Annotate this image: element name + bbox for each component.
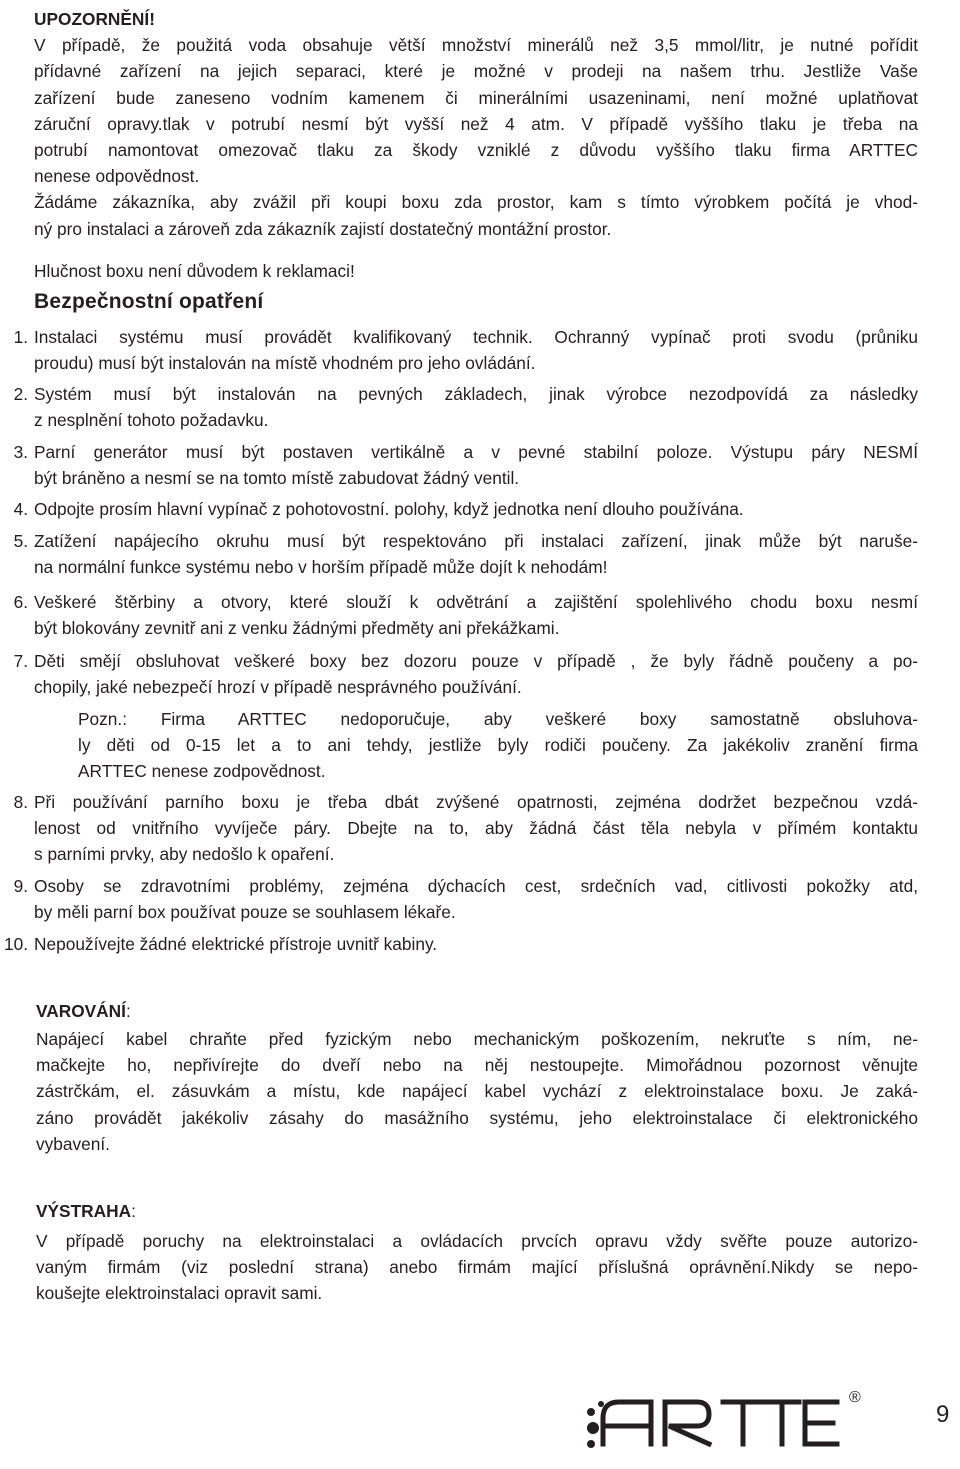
list-item-line: lenost od vnitřního vyvíječe páry. Dbejte na to, aby žádná část těla nebyla v přímém kontaktu [34, 818, 918, 839]
list-number: 1. [13, 327, 28, 347]
list-item [34, 324, 918, 376]
section-title: Bezpečnostní opatření [34, 290, 264, 313]
list-number: 6. [13, 592, 28, 612]
list-item-line: z nesplnění tohoto požadavku. [34, 410, 269, 431]
list-number: 7. [13, 651, 28, 671]
warning-line: mačkejte ho, nepřivírejte do dveří nebo na něj nestoupejte. Mimořádnou pozornost věnujte [36, 1055, 918, 1076]
list-item [34, 873, 918, 925]
list-item-line: Zatížení napájecího okruhu musí být respektováno při instalaci zařízení, jinak může být naruše- [34, 531, 918, 551]
intro-block [34, 6, 918, 242]
caution-line: koušejte elektroinstalaci opravit sami. [36, 1283, 323, 1304]
list-number: 10. [3, 934, 28, 954]
intro-line: záruční opravy.tlak v potrubí nesmí být vyšší než 4 atm. V případě vyššího tlaku je třeba na [34, 113, 918, 134]
list-item-line: Nepoužívejte žádné elektrické přístroje uvnitř kabiny. [34, 934, 438, 954]
list-item-line: Při používání parního boxu je třeba dbát zvýšené opatrnosti, zejména dodržet bezpečnou vzdá- [34, 792, 918, 812]
note-line: Pozn.: Firma ARTTEC nedoporučuje, aby veškeré boxy samostatně obsluhova- [78, 709, 918, 729]
noise-note [34, 258, 355, 284]
page-number: 9 [936, 1401, 950, 1428]
intro-line: zařízení bude zaneseno vodním kamenem či minerálními usazeninami, není možné uplatňovat [34, 87, 918, 108]
registered-mark: ® [849, 1389, 861, 1406]
list-item-line: na normální funkce systému nebo v horším případě může dojít k nehodám! [34, 557, 608, 578]
caution-label-text: VÝSTRAHA [36, 1201, 132, 1221]
caution-label [36, 1198, 136, 1224]
list-item [34, 528, 918, 580]
warning-line: vybavení. [36, 1133, 110, 1154]
list-number: 4. [13, 499, 28, 519]
note-line: ARTTEC nenese zodpovědnost. [78, 761, 326, 782]
list-item [34, 789, 918, 868]
list-number: 9. [13, 876, 28, 896]
caution-block [36, 1228, 918, 1307]
list-item-line: být bráněno a nesmí se na tomto místě zabudovat žádný ventil. [34, 468, 520, 489]
list-item [34, 381, 918, 433]
list-item-line: Osoby se zdravotními problémy, zejména dýchacích cest, srdečních vad, citlivosti pokožky atd, [34, 876, 918, 896]
warning-label-colon: : [125, 1001, 131, 1021]
caution-line: V případě poruchy na elektroinstalaci a ovládacích prvcích opravu vždy svěřte pouze autorizo- [36, 1231, 918, 1251]
note-block [78, 706, 918, 785]
list-item-line: Odpojte prosím hlavní vypínač z pohotovostní. polohy, když jednotka není dlouho používána. [34, 499, 744, 519]
list-item [34, 931, 918, 957]
list-item [34, 589, 918, 641]
note-line: ly děti od 0-15 let a to ani tehdy, jestliže byly rodiči poučeny. Za jakékoliv zranění firma [78, 735, 918, 756]
caution-line: vaným firmám (viz poslední strana) anebo firmám mající příslušná oprávnění.Nikdy se nepo- [36, 1257, 918, 1278]
noise-note-text: Hlučnost boxu není důvodem k reklamaci! [34, 261, 355, 281]
list-item-line: Děti smějí obsluhovat veškeré boxy bez dozoru pouze v případě , že byly řádně poučeny a po- [34, 651, 918, 671]
warning-line: zástrčkám, el. zásuvkám a místu, kde napájecí kabel vychází z elektroinstalace boxu. Je zaká- [36, 1081, 918, 1102]
list-number: 8. [13, 792, 28, 812]
warning-line: Napájecí kabel chraňte před fyzickým nebo mechanickým poškozením, nekruťte s ním, ne- [36, 1029, 918, 1049]
list-item-line: proudu) musí být instalován na místě vhodném pro jeho ovládání. [34, 353, 536, 374]
list-item-line: Instalaci systému musí provádět kvalifikovaný technik. Ochranný vypínač proti svodu (průniku [34, 327, 918, 347]
list-item [34, 648, 918, 700]
intro-line: ný pro instalaci a zároveň zda zákazník zajistí dostatečný montážní prostor. [34, 218, 612, 239]
brand-name: ARTTEC [585, 1382, 589, 1383]
warning-label [36, 998, 131, 1024]
intro-line: Žádáme zákazníka, aby zvážil při koupi boxu zda prostor, kam s tímto výrobkem počítá je vhod- [34, 192, 918, 213]
intro-line: V případě, že použitá voda obsahuje větší množství minerálů než 3,5 mmol/litr, je nutné pořídit [34, 35, 918, 56]
arttec-logo [585, 1382, 865, 1454]
intro-line: nenese odpovědnost. [34, 166, 200, 187]
list-number: 2. [13, 384, 28, 404]
list-item-line: s parními prvky, aby nedošlo k opaření. [34, 844, 335, 865]
list-item-line: být blokovány zevnitř ani z venku žádnými předměty ani překážkami. [34, 618, 560, 639]
warning-block [36, 1026, 918, 1157]
warning-heading: UPOZORNĚNÍ! [34, 9, 155, 29]
list-item-line: Systém musí být instalován na pevných základech, jinak výrobce nezodpovídá za následky [34, 384, 918, 404]
warning-label-text: VAROVÁNÍ [36, 1001, 126, 1021]
list-item-line: chopily, jaké nebezpečí hrozí v případě nesprávného používání. [34, 677, 522, 698]
caution-label-colon: : [131, 1201, 136, 1221]
list-item [34, 496, 918, 522]
list-number: 3. [13, 442, 28, 462]
list-item-line: by měli parní box používat pouze se souhlasem lékaře. [34, 902, 456, 923]
intro-line: potrubí namontovat omezovač tlaku za škody vzniklé z důvodu vyššího tlaku firma ARTTEC [34, 140, 918, 161]
list-item [34, 439, 918, 491]
list-number: 5. [13, 531, 28, 551]
list-item-line: Veškeré štěrbiny a otvory, které slouží k odvětrání a zajištění spolehlivého chodu boxu nesmí [34, 592, 918, 612]
warning-line: záno provádět jakékoliv zásahy do masážního systému, jeho elektroinstalace či elektronického [36, 1107, 918, 1128]
intro-line: přídavné zařízení na jejich separaci, které je možné v prodeji na našem trhu. Jestliže Vaše [34, 61, 918, 82]
list-item-line: Parní generátor musí být postaven vertikálně a v pevné stabilní poloze. Výstupu páry NESMÍ [34, 442, 918, 462]
